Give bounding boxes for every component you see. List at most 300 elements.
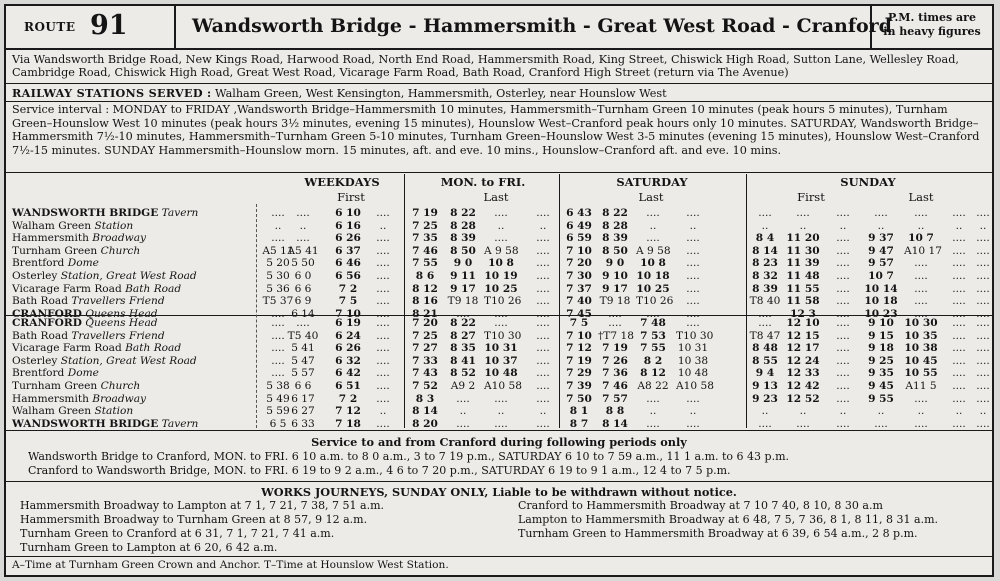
time-cell: 12 15 <box>786 329 820 342</box>
stop-qualifier: Queens Head <box>81 307 158 320</box>
railway-stations <box>12 86 667 100</box>
divider <box>6 172 992 173</box>
time-cell: .... <box>952 257 966 270</box>
time-cell: 5 57 <box>291 367 315 380</box>
time-cell: 7 25 <box>412 219 438 232</box>
time-cell: 9 0 <box>453 257 473 270</box>
time-cell: .. <box>877 405 885 418</box>
time-cell: 9 10 <box>602 270 628 282</box>
stop-inbound-3 <box>12 355 197 367</box>
time-cell: .... <box>686 257 700 270</box>
stop-qualifier: Tavern <box>158 417 199 430</box>
time-cell: 7 10 <box>566 329 592 342</box>
direction-divider <box>6 315 992 316</box>
time-cell: A 9 58 <box>484 244 519 257</box>
stop-inbound-2 <box>12 342 181 354</box>
cranford-line-2: Cranford to Wandsworth Bridge, MON. to FRI. 6 19 to 9 2 a.m., 4 6 to 7 20 p.m., SATURDAY 6 19 to 9 1 a.m., 12 4 to 7 5 p.m. <box>28 464 731 477</box>
time-cell: 8 39 <box>450 232 476 245</box>
time-cell: 8 22 <box>450 317 476 329</box>
time-cell: 7 20 <box>412 317 438 329</box>
time-cell: .... <box>646 232 660 245</box>
time-cell: .... <box>976 257 990 270</box>
time-cell: 8 50 <box>602 244 628 257</box>
time-cell: 6 10 <box>335 207 361 219</box>
time-cell: .. <box>761 405 769 418</box>
time-cell: .... <box>686 417 700 430</box>
time-cell: .. <box>539 405 547 418</box>
time-cell: .... <box>536 367 550 380</box>
stop-qualifier: Station, Great West Road <box>57 354 197 367</box>
time-cell: T5 37 <box>262 295 294 308</box>
time-cell: 9 0 <box>605 257 625 270</box>
time-cell: 7 48 <box>640 317 666 329</box>
time-cell: 7 26 <box>602 354 628 367</box>
time-cell: 8 28 <box>602 219 628 232</box>
time-cell: .. <box>979 219 987 232</box>
stop-outbound-4 <box>12 257 99 269</box>
time-cell: 7 20 <box>566 257 592 270</box>
time-cell: .... <box>646 417 660 430</box>
time-cell: .. <box>799 405 807 418</box>
time-cell: 6 6 <box>294 282 312 295</box>
time-cell: 9 47 <box>868 244 894 257</box>
stop-name: Walham Green <box>12 405 92 418</box>
time-cell: .... <box>686 244 700 257</box>
time-cell: T10 30 <box>484 329 522 342</box>
time-cell: 12 17 <box>786 342 820 355</box>
time-cell: 10 38 <box>677 354 709 367</box>
time-cell: .... <box>376 207 390 219</box>
time-cell: 7 46 <box>412 244 438 257</box>
time-cell: .... <box>646 207 660 219</box>
time-cell: 10 31 <box>677 342 709 355</box>
time-cell: .. <box>839 219 847 232</box>
time-cell: 10 23 <box>864 307 898 320</box>
time-cell: .... <box>494 207 508 219</box>
time-cell: .... <box>976 207 990 219</box>
stop-name: Walham Green <box>12 219 92 232</box>
time-cell: .... <box>976 232 990 245</box>
time-cell: 6 37 <box>335 244 361 257</box>
stop-inbound-7 <box>12 405 133 417</box>
time-cell: .... <box>376 257 390 270</box>
time-cell: .... <box>836 270 850 282</box>
time-cell: .... <box>952 270 966 282</box>
time-cell: 6 42 <box>335 367 361 380</box>
time-cell: .. <box>274 219 282 232</box>
time-cell: 8 41 <box>450 354 476 367</box>
time-cell: 5 36 <box>266 282 290 295</box>
time-cell: .... <box>271 207 285 219</box>
time-cell: 11 39 <box>786 257 820 270</box>
time-cell: .... <box>686 317 700 329</box>
column-divider <box>559 174 560 428</box>
time-cell: .... <box>914 417 928 430</box>
time-cell: 6 0 <box>294 270 312 282</box>
time-cell: 12 24 <box>786 354 820 367</box>
time-cell: T8 40 <box>749 295 781 308</box>
time-cell: T10 26 <box>636 295 674 308</box>
time-cell: .... <box>494 232 508 245</box>
subheader-weekdays-first: First <box>337 190 365 204</box>
stop-qualifier: Broadway <box>88 392 146 405</box>
time-cell: 8 23 <box>752 257 778 270</box>
time-cell: 6 16 <box>335 219 361 232</box>
time-cell: .... <box>952 207 966 219</box>
time-cell: .... <box>914 295 928 308</box>
stop-qualifier: Station <box>91 405 134 418</box>
time-cell: 10 30 <box>904 317 938 329</box>
time-cell: .. <box>379 219 387 232</box>
works-right-3: Turnham Green to Hammersmith Broadway at 6 39, 6 54 a.m., 2 8 p.m. <box>518 527 918 540</box>
time-cell: .. <box>299 219 307 232</box>
stop-name: Bath Road <box>12 295 68 308</box>
pm-note-line-1: P.M. times are <box>888 11 976 24</box>
time-cell: .... <box>376 295 390 308</box>
works-title: WORKS JOURNEYS, SUNDAY ONLY, Liable to be withdrawn without notice. <box>261 485 737 499</box>
divider <box>6 556 992 557</box>
time-cell: 6 17 <box>291 392 315 405</box>
time-cell: 6 9 <box>294 295 312 308</box>
stop-outbound-7 <box>12 295 165 307</box>
time-cell: .... <box>874 417 888 430</box>
time-cell: 7 57 <box>602 392 628 405</box>
time-cell: 6 26 <box>335 232 361 245</box>
divider <box>6 101 992 102</box>
time-cell: 8 55 <box>752 354 778 367</box>
time-cell: .... <box>952 380 966 392</box>
time-cell: A10 58 <box>484 380 522 392</box>
stop-inbound-5 <box>12 380 140 392</box>
time-cell: 10 7 <box>868 270 894 282</box>
time-cell: .... <box>836 317 850 329</box>
time-cell: .... <box>271 354 285 367</box>
stop-column-divider <box>256 204 257 428</box>
time-cell: .... <box>686 392 700 405</box>
time-cell: .... <box>536 307 550 320</box>
time-cell: .... <box>686 232 700 245</box>
time-cell: 7 52 <box>412 380 438 392</box>
stop-outbound-1 <box>12 220 133 232</box>
time-cell: 5 41 <box>291 342 315 355</box>
time-cell: 10 19 <box>484 270 518 282</box>
time-cell: 6 19 <box>335 317 361 329</box>
time-cell: .... <box>376 317 390 329</box>
time-cell: .... <box>456 307 470 320</box>
time-cell: .... <box>536 232 550 245</box>
time-cell: .... <box>836 295 850 308</box>
time-cell: .... <box>536 329 550 342</box>
stop-inbound-1 <box>12 330 165 342</box>
time-cell: T10 30 <box>676 329 714 342</box>
footnote: A–Time at Turnham Green Crown and Anchor. T–Time at Hounslow West Station. <box>12 559 449 571</box>
time-cell: 8 3 <box>415 392 435 405</box>
time-cell: 7 37 <box>566 282 592 295</box>
time-cell: .... <box>536 244 550 257</box>
time-cell: .... <box>271 367 285 380</box>
time-cell: 8 22 <box>450 207 476 219</box>
time-cell: .... <box>296 317 310 329</box>
subheader-sunday-first: First <box>797 190 825 204</box>
time-cell: 9 23 <box>752 392 778 405</box>
time-cell: .. <box>877 219 885 232</box>
time-cell: .... <box>952 417 966 430</box>
stop-name: Osterley <box>12 270 58 282</box>
pm-note-line-2: in heavy figures <box>883 25 981 38</box>
column-divider <box>404 174 405 428</box>
time-cell: 8 1 <box>569 405 589 418</box>
time-cell: .. <box>497 405 505 418</box>
stop-name: WANDSWORTH BRIDGE <box>12 207 159 219</box>
time-cell: 7 2 <box>338 282 358 295</box>
time-cell: .... <box>952 307 966 320</box>
time-cell: 11 30 <box>786 244 820 257</box>
header-mon-fri: MON. to FRI. <box>440 175 526 189</box>
time-cell: .... <box>376 392 390 405</box>
time-cell: 7 5 <box>569 317 589 329</box>
time-cell: 5 47 <box>291 354 315 367</box>
stop-qualifier: Travellers Friend <box>68 329 165 342</box>
stop-qualifier: Station <box>91 219 134 232</box>
time-cell: .... <box>376 417 390 430</box>
time-cell: 6 51 <box>335 380 361 392</box>
time-cell: 10 25 <box>484 282 518 295</box>
stop-qualifier: Church <box>97 380 141 392</box>
time-cell: 6 27 <box>291 405 315 418</box>
time-cell: .... <box>646 392 660 405</box>
time-cell: .... <box>758 207 772 219</box>
time-cell: .... <box>536 257 550 270</box>
time-cell: 7 55 <box>640 342 666 355</box>
time-cell: 10 18 <box>636 270 670 282</box>
stop-name: Hammersmith <box>12 392 89 405</box>
time-cell: .... <box>914 392 928 405</box>
time-cell: 8 14 <box>412 405 438 418</box>
stop-qualifier: Queens Head <box>81 317 158 329</box>
time-cell: 6 14 <box>291 307 315 320</box>
time-cell: 7 25 <box>412 329 438 342</box>
time-cell: 7 39 <box>566 380 592 392</box>
divider <box>6 83 992 84</box>
time-cell: .... <box>376 367 390 380</box>
time-cell: .... <box>271 329 285 342</box>
stop-qualifier: Bath Road <box>121 342 182 355</box>
time-cell: 7 5 <box>338 295 358 308</box>
time-cell: 6 43 <box>566 207 592 219</box>
stop-name: CRANFORD <box>12 307 82 320</box>
time-cell: 7 29 <box>566 367 592 380</box>
time-cell: .... <box>271 232 285 245</box>
time-cell: .... <box>376 354 390 367</box>
stop-name: Brentford <box>12 257 65 270</box>
subheader-sunday-last: Last <box>908 190 934 204</box>
time-cell: 10 37 <box>484 354 518 367</box>
time-cell: .... <box>796 417 810 430</box>
works-left-2: Hammersmith Broadway to Turnham Green at 8 57, 9 12 a.m. <box>20 513 368 526</box>
time-cell: 10 35 <box>904 329 938 342</box>
time-cell: .... <box>456 392 470 405</box>
header-sunday: SUNDAY <box>840 175 896 189</box>
time-cell: .... <box>914 257 928 270</box>
time-cell: .... <box>494 317 508 329</box>
stop-name: WANDSWORTH BRIDGE <box>12 417 159 430</box>
time-cell: 10 45 <box>904 354 938 367</box>
time-cell: 8 8 <box>605 405 625 418</box>
time-cell: .... <box>952 282 966 295</box>
route-title: Wandsworth Bridge - Hammersmith - Great West Road - Cranford <box>192 15 892 37</box>
time-cell: .... <box>686 207 700 219</box>
stop-outbound-0 <box>12 207 198 219</box>
time-cell: 9 11 <box>450 270 476 282</box>
time-cell: 6 5 <box>269 417 287 430</box>
time-cell: .... <box>976 392 990 405</box>
time-cell: .... <box>536 342 550 355</box>
time-cell: .... <box>536 392 550 405</box>
time-cell: 7 19 <box>566 354 592 367</box>
time-cell: .... <box>536 417 550 430</box>
time-cell: .... <box>836 257 850 270</box>
time-cell: 9 55 <box>868 392 894 405</box>
stop-name: Turnham Green <box>12 380 98 392</box>
time-cell: 9 57 <box>868 257 894 270</box>
time-cell: A5 41 <box>287 244 319 257</box>
railway-label: RAILWAY STATIONS SERVED : <box>12 86 212 100</box>
time-cell: .... <box>836 329 850 342</box>
time-cell: 7 45 <box>566 307 592 320</box>
works-left-3: Turnham Green to Cranford at 6 31, 7 1, 7 21, 7 41 a.m. <box>20 527 335 540</box>
time-cell: .... <box>952 367 966 380</box>
time-cell: .... <box>758 417 772 430</box>
stop-inbound-0 <box>12 317 158 329</box>
time-cell: 8 7 <box>569 417 589 430</box>
time-cell: 7 46 <box>602 380 628 392</box>
time-cell: 8 6 <box>415 270 435 282</box>
time-cell: 7 30 <box>566 270 592 282</box>
time-cell: .. <box>979 405 987 418</box>
time-cell: 7 10 <box>335 307 361 320</box>
time-cell: 7 19 <box>412 207 438 219</box>
time-cell: .... <box>952 232 966 245</box>
service-interval: Service interval : MONDAY to FRIDAY ,Wandsworth Bridge–Hammersmith 10 minutes, Hammersmith–Turnham Green 10 minutes (peak hours 5 minutes), Turnham Green–Hounslow West 10 minutes (peak hours 3½ minutes, evening 15 minutes), Hounslow West–Cranford peak hours only 10 minutes. SATURDAY, Wandsworth Bridge–Hammersmith 7½-10 minutes, Hammersmith–Turnham Green 5-10 minutes, Turnham Green–Hounslow West 3-5 minutes (evening 15 minutes), Hounslow West–Cranford 7½-15 minutes. SUNDAY Hammersmith–Hounslow morn. 15 minutes, aft. and eve. 10 mins., Hounslow–Cranford aft. and eve. 10 mins. <box>12 103 980 157</box>
time-cell: .... <box>376 342 390 355</box>
stop-qualifier: Bath Road <box>121 282 182 295</box>
time-cell: .... <box>271 342 285 355</box>
time-cell: .... <box>536 282 550 295</box>
time-cell: 8 2 <box>643 354 663 367</box>
timetable-grid <box>6 174 992 428</box>
stop-name: Bath Road <box>12 329 68 342</box>
pm-note <box>870 6 992 48</box>
route-box <box>6 6 176 48</box>
stop-name: Osterley <box>12 354 58 367</box>
time-cell: .... <box>836 354 850 367</box>
time-cell: 7 53 <box>640 329 666 342</box>
time-cell: .... <box>686 307 700 320</box>
stop-name: Hammersmith <box>12 232 89 245</box>
time-cell: 7 35 <box>412 232 438 245</box>
time-cell: .. <box>649 405 657 418</box>
time-cell: 8 39 <box>602 232 628 245</box>
time-cell: 10 8 <box>488 257 514 270</box>
time-cell: T9 18 <box>447 295 479 308</box>
time-cell: 10 48 <box>484 367 518 380</box>
time-cell: 6 6 <box>294 380 312 392</box>
divider <box>6 430 992 431</box>
time-cell: .... <box>271 307 285 320</box>
time-cell: 6 46 <box>335 257 361 270</box>
time-cell: 5 30 <box>266 270 290 282</box>
time-cell: .... <box>456 417 470 430</box>
time-cell: 9 45 <box>868 380 894 392</box>
time-cell: 5 59 <box>266 405 290 418</box>
time-cell: .... <box>376 244 390 257</box>
time-cell: .... <box>758 307 772 320</box>
time-cell: 8 35 <box>450 342 476 355</box>
cranford-title: Service to and from Cranford during following periods only <box>311 435 687 449</box>
stop-qualifier: Dome <box>64 367 99 380</box>
time-cell: 6 24 <box>335 329 361 342</box>
time-cell: 11 55 <box>786 282 820 295</box>
time-cell: 8 39 <box>752 282 778 295</box>
time-cell: .. <box>955 405 963 418</box>
time-cell: 6 59 <box>566 232 592 245</box>
time-cell: .... <box>836 307 850 320</box>
time-cell: .... <box>914 207 928 219</box>
time-cell: .. <box>497 219 505 232</box>
time-cell: 12 3 <box>790 307 816 320</box>
time-cell: 9 17 <box>602 282 628 295</box>
time-cell: 12 52 <box>786 392 820 405</box>
time-cell: 10 14 <box>864 282 898 295</box>
time-cell: .... <box>536 354 550 367</box>
time-cell: .... <box>494 417 508 430</box>
time-cell: A11 5 <box>905 380 937 392</box>
stop-qualifier: Station, Great West Road <box>57 270 197 282</box>
time-cell: 7 33 <box>412 354 438 367</box>
time-cell: 11 58 <box>786 295 820 308</box>
time-cell: 6 49 <box>566 219 592 232</box>
time-cell: .. <box>689 405 697 418</box>
time-cell: T8 47 <box>749 329 781 342</box>
time-cell: .... <box>836 380 850 392</box>
time-cell: .... <box>976 367 990 380</box>
time-cell: 8 52 <box>450 367 476 380</box>
works-right-1: Cranford to Hammersmith Broadway at 7 10 7 40, 8 10, 8 30 a.m <box>518 499 883 512</box>
time-cell: .... <box>836 342 850 355</box>
time-cell: †T7 18 <box>598 329 634 342</box>
time-cell: .... <box>376 270 390 282</box>
time-cell: .... <box>836 207 850 219</box>
stop-name: CRANFORD <box>12 317 82 329</box>
time-cell: .... <box>976 307 990 320</box>
time-cell: .... <box>686 270 700 282</box>
time-cell: .... <box>376 232 390 245</box>
time-cell: 6 56 <box>335 270 361 282</box>
time-cell: 7 40 <box>566 295 592 308</box>
time-cell: A10 58 <box>676 380 714 392</box>
time-cell: 8 21 <box>412 307 438 320</box>
time-cell: .... <box>646 307 660 320</box>
stop-outbound-5 <box>12 270 197 282</box>
time-cell: .. <box>839 405 847 418</box>
time-cell: 10 55 <box>904 367 938 380</box>
time-cell: .. <box>379 405 387 418</box>
time-cell: 5 50 <box>291 257 315 270</box>
time-cell: .... <box>686 282 700 295</box>
time-cell: .... <box>976 295 990 308</box>
time-cell: 8 14 <box>602 417 628 430</box>
time-cell: .. <box>917 219 925 232</box>
